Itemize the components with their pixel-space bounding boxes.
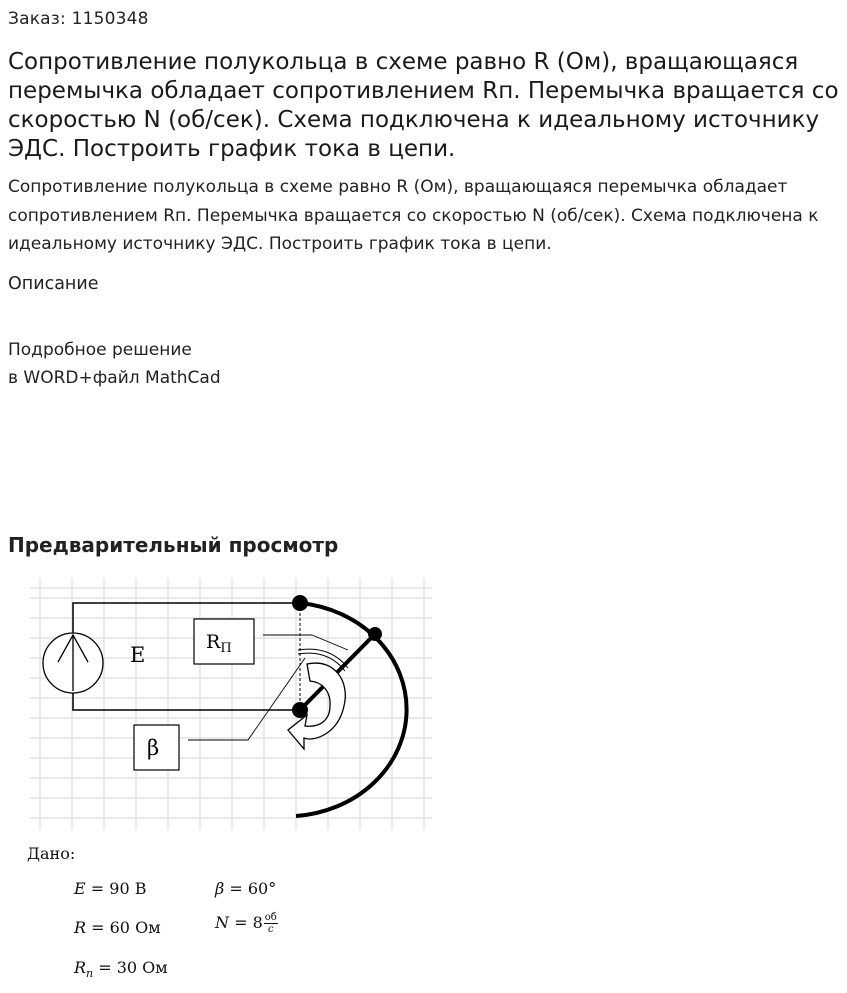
order-number: Заказ: 1150348 — [8, 9, 149, 29]
given-speed-value: = 8 — [229, 913, 263, 932]
given-jumper-resistance — [74, 958, 168, 980]
given-speed-unit — [264, 912, 278, 935]
circuit-diagram — [30, 578, 435, 833]
resistor-label: R — [206, 631, 221, 653]
task-text: Сопротивление полукольца в схеме равно R (Ом), вращающаяся перемычка обладает сопротивлением Rп. Перемычка вращается со скоростью N (об/сек). Схема подключена к идеальному источнику ЭДС. Построить график тока в цепи. — [8, 177, 819, 254]
given-speed-symbol: N — [215, 913, 229, 932]
description-text — [8, 336, 221, 392]
given-speed — [215, 912, 278, 935]
description-line-2: в WORD+файл MathCad — [8, 368, 221, 388]
resistor-label-box — [194, 619, 254, 664]
given-resistance-value: = 60 Ом — [86, 918, 161, 937]
given-jumper-symbol: R — [74, 958, 87, 977]
given-jumper-value: = 30 Ом — [93, 958, 168, 977]
emf-label: E — [130, 643, 146, 667]
given-speed-unit-den: с — [267, 924, 274, 935]
angle-label-box — [134, 725, 179, 770]
description-line-1: Подробное решение — [8, 340, 192, 360]
grid-background — [30, 578, 432, 830]
given-angle-symbol: β — [215, 879, 225, 898]
node-contact — [368, 627, 382, 641]
given-angle-value: = 60° — [224, 879, 277, 898]
given-resistance — [74, 918, 161, 937]
given-heading: Дано: — [27, 844, 76, 863]
given-resistance-symbol: R — [74, 918, 87, 937]
angle-leader-line — [188, 658, 305, 740]
given-angle — [215, 879, 276, 898]
node-top — [292, 595, 308, 611]
circuit-wire — [73, 603, 300, 710]
page-title: Сопротивление полукольца в схеме равно R (Ом), вращающаяся перемычка обладает сопротивлением Rп. Перемычка вращается со скоростью N (об/сек). Схема подключена к идеальному источнику ЭДС. Построить график тока в цепи. — [8, 49, 839, 162]
angle-label: β — [147, 736, 160, 760]
given-emf-symbol: E — [74, 879, 86, 898]
resistor-label-subscript: П — [220, 641, 232, 656]
given-emf — [74, 879, 146, 898]
given-speed-unit-num: об — [264, 912, 277, 923]
node-pivot — [292, 702, 308, 718]
description-heading: Описание — [8, 274, 99, 294]
preview-heading: Предварительный просмотр — [8, 533, 339, 557]
given-emf-value: = 90 В — [85, 879, 147, 898]
given-jumper-subscript: п — [86, 967, 94, 981]
emf-source — [43, 633, 103, 693]
